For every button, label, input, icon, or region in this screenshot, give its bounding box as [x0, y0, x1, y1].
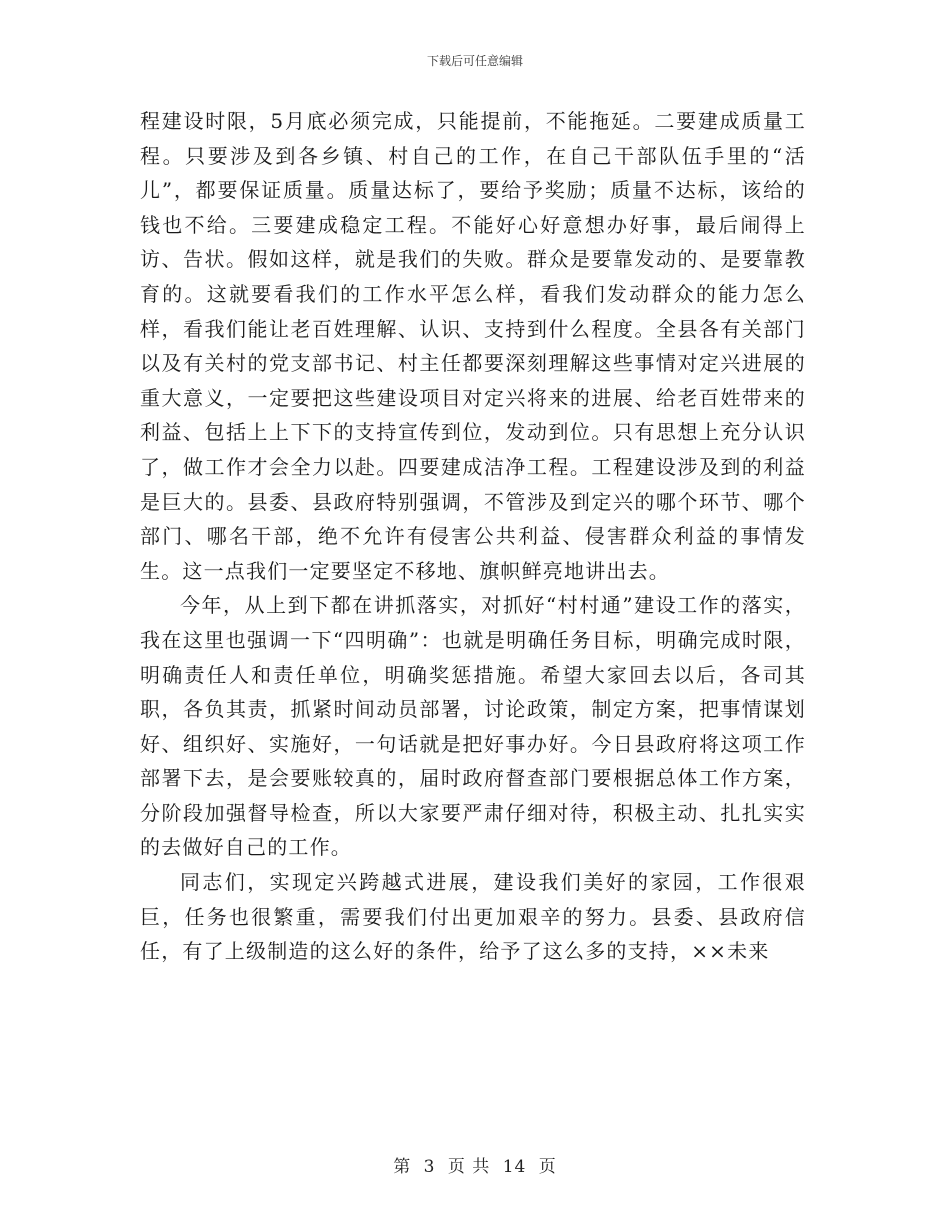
- paragraph-comrades: 同志们，实现定兴跨越式进展，建设我们美好的家园，工作很艰巨，任务也很繁重，需要我们付出更加艰辛的努力。县委、县政府信任，有了上级制造的这么好的条件，给予了这么多的支持，××未来: [140, 870, 806, 964]
- paragraph-four-clarifications: 今年，从上到下都在讲抓落实，对抓好“村村通”建设工作的落实，我在这里也强调一下“四明确”：也就是明确任务目标，明确完成时限，明确责任人和责任单位，明确奖惩措施。希望大家回去以后，各司其职，各负其责，抓紧时间动员部署，讨论政策，制定方案，把事情谋划好、组织好、实施好，一句话就是把好事办好。今日县政府将这项工作部署下去，是会要账较真的，届时政府督查部门要根据总体工作方案，分阶段加强督导检查，所以大家要严肃仔细对待，积极主动、扎扎实实的去做好自己的工作。: [140, 593, 806, 860]
- current-page-number: 3: [423, 1157, 436, 1177]
- footer-suffix: 页: [538, 1157, 557, 1177]
- document-body: [140, 104, 806, 969]
- paragraph-continued: 程建设时限，5月底必须完成，只能提前，不能拖延。二要建成质量工程。只要涉及到各乡镇、村自己的工作，在自己干部队伍手里的“活儿”，都要保证质量。质量达标了，要给予奖励；质量不达标，该给的钱也不给。三要建成稳定工程。不能好心好意想办好事，最后闹得上访、告状。假如这样，就是我们的失败。群众是要靠发动的、是要靠教育的。这就要看我们的工作水平怎么样，看我们发动群众的能力怎么样，看我们能让老百姓理解、认识、支持到什么程度。全县各有关部门以及有关村的党支部书记、村主任都要深刻理解这些事情对定兴进展的重大意义，一定要把这些建设项目对定兴将来的进展、给老百姓带来的利益、包括上上下下的支持宣传到位，发动到位。只有思想上充分认识了，做工作才会全力以赴。四要建成洁净工程。工程建设涉及到的利益是巨大的。县委、县政府特别强调，不管涉及到定兴的哪个环节、哪个部门、哪名干部，绝不允许有侵害公共利益、侵害群众利益的事情发生。这一点我们一定要坚定不移地、旗帜鲜亮地讲出去。: [140, 109, 806, 583]
- page-header: 下载后可任意编辑: [426, 54, 523, 68]
- footer-prefix: 第: [393, 1157, 412, 1177]
- footer-middle: 页 共: [447, 1157, 491, 1177]
- page-footer: [0, 1152, 950, 1177]
- total-page-count: 14: [502, 1157, 527, 1177]
